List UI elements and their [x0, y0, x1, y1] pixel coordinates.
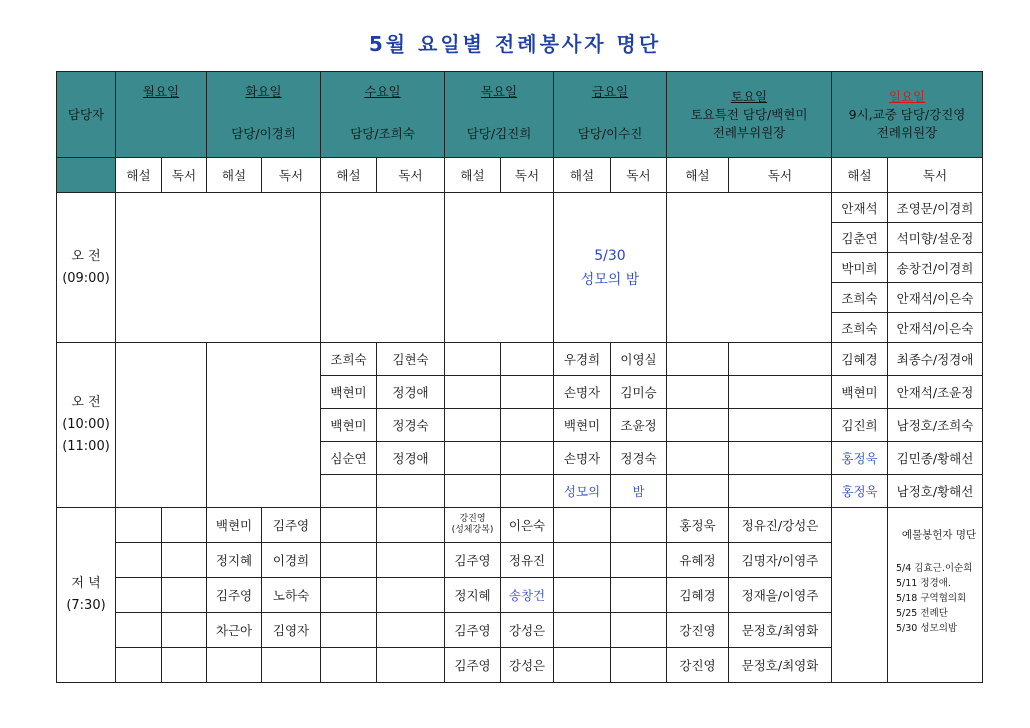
sun-commentary: 백현미	[832, 376, 888, 409]
offering-line: 5/18 구역협의회	[896, 593, 967, 604]
day-name-sun: 일요일	[888, 88, 926, 104]
thu-reader: 정유진	[501, 543, 554, 578]
mon-commentary	[116, 613, 162, 648]
empty-block	[445, 193, 554, 343]
sat-commentary: 강진영	[667, 613, 729, 648]
sat-commentary: 강진영	[667, 648, 729, 683]
wed-commentary	[321, 475, 377, 508]
sat-commentary	[667, 475, 729, 508]
fri-commentary: 성모의	[554, 475, 611, 508]
fri-manager-cell	[554, 112, 667, 158]
col-commentary: 해설	[445, 158, 501, 193]
day-name-tue: 화요일	[245, 83, 282, 99]
tue-commentary: 김주영	[207, 578, 262, 613]
tue-commentary	[207, 648, 262, 683]
col-reader: 독서	[162, 158, 207, 193]
fri-reader: 조윤정	[611, 409, 667, 442]
fri-event-cell	[554, 193, 667, 343]
sun-reader: 안재석/조윤정	[888, 376, 983, 409]
day-name-sat: 토요일	[730, 88, 768, 104]
tue-reader: 김영자	[262, 613, 321, 648]
day-header-mon	[116, 72, 207, 112]
wed-commentary	[321, 578, 377, 613]
wed-commentary: 백현미	[321, 409, 377, 442]
offering-line: 5/25 전례단	[896, 608, 948, 619]
sun-reader: 최종수/정경애	[888, 343, 983, 376]
period-time: (09:00)	[62, 270, 110, 286]
thu-reader	[501, 475, 554, 508]
col-reader: 독서	[501, 158, 554, 193]
fri-reader: 김미승	[611, 376, 667, 409]
thu-reader: 송창건	[501, 578, 554, 613]
col-commentary: 해설	[554, 158, 611, 193]
sun-commentary: 김진희	[832, 409, 888, 442]
thu-commentary	[445, 376, 501, 409]
sat-role: 전례부위원장	[712, 124, 786, 140]
mon-commentary	[116, 508, 162, 543]
period-morning-9	[57, 193, 116, 343]
sun-commentary: 홍정욱	[832, 442, 888, 475]
day-header-sun	[832, 72, 983, 158]
col-reader: 독서	[377, 158, 445, 193]
volunteer-schedule-table	[56, 71, 983, 683]
period-time: (7:30)	[66, 598, 106, 613]
wed-manager: 담당/조희숙	[350, 126, 415, 142]
offering-line: 5/11 정경애.	[896, 578, 951, 589]
wed-reader	[377, 543, 445, 578]
thu-reader	[501, 409, 554, 442]
col-reader: 독서	[729, 158, 832, 193]
sat-commentary	[667, 442, 729, 475]
day-name-wed: 수요일	[364, 83, 401, 99]
thu-reader: 강성은	[501, 648, 554, 683]
tue-commentary: 백현미	[207, 508, 262, 543]
fri-reader: 밤	[611, 475, 667, 508]
tue-manager-cell	[207, 112, 321, 158]
wed-commentary: 백현미	[321, 376, 377, 409]
day-header-wed	[321, 72, 445, 112]
sun-evening-blank	[832, 508, 888, 683]
sun-manager: 9시,교중 담당/강진영	[848, 106, 966, 122]
thu-manager: 담당/김진희	[466, 126, 532, 142]
fri-reader: 이영실	[611, 343, 667, 376]
wed-commentary: 조희숙	[321, 343, 377, 376]
page-title: 5월 요일별 전례봉사자 명단	[368, 32, 662, 56]
subheader-blank	[57, 158, 116, 193]
sun-reader: 안재석/이은숙	[888, 283, 983, 313]
event-date: 5/30	[594, 247, 626, 264]
sat-commentary: 홍정욱	[667, 508, 729, 543]
thu-reader: 이은숙	[501, 508, 554, 543]
wed-reader: 정경애	[377, 376, 445, 409]
thu-manager-cell	[445, 112, 554, 158]
sat-reader	[729, 442, 832, 475]
fri-commentary: 손명자	[554, 442, 611, 475]
fri-commentary	[554, 578, 611, 613]
tue-manager: 담당/이경희	[231, 126, 296, 142]
offering-line: 5/30 성모의밤	[896, 623, 958, 634]
empty-block	[116, 343, 207, 508]
fri-commentary: 백현미	[554, 409, 611, 442]
col-commentary: 해설	[832, 158, 888, 193]
fri-commentary: 우경희	[554, 343, 611, 376]
benediction-note: (성체강복)	[451, 525, 494, 535]
period-time: (11:00)	[62, 439, 110, 454]
sat-reader: 김명자/이영주	[729, 543, 832, 578]
fri-reader	[611, 648, 667, 683]
wed-commentary	[321, 613, 377, 648]
day-header-tue	[207, 72, 321, 112]
sun-commentary: 안재석	[832, 193, 888, 223]
wed-reader	[377, 475, 445, 508]
day-header-thu	[445, 72, 554, 112]
thu-reader	[501, 442, 554, 475]
col-reader: 독서	[888, 158, 983, 193]
col-commentary: 해설	[667, 158, 729, 193]
sun-commentary: 조희숙	[832, 283, 888, 313]
thu-commentary: 김주영	[445, 613, 501, 648]
mon-commentary	[116, 648, 162, 683]
tue-reader	[262, 648, 321, 683]
sun-role: 전례위원장	[876, 124, 938, 140]
fri-commentary	[554, 543, 611, 578]
sat-reader	[729, 343, 832, 376]
sun-reader: 석미향/설운정	[888, 223, 983, 253]
sun-reader: 조영문/이경희	[888, 193, 983, 223]
thu-commentary	[445, 475, 501, 508]
period-label: 저 녁	[71, 576, 101, 591]
period-morning-10	[57, 343, 116, 508]
mon-reader	[162, 648, 207, 683]
fri-commentary	[554, 613, 611, 648]
period-label: 오 전	[71, 248, 101, 264]
thu-commentary	[445, 442, 501, 475]
mon-commentary	[116, 543, 162, 578]
offering-list-title: 예물봉헌자 명단	[901, 529, 977, 541]
sun-reader: 남정호/황해선	[888, 475, 983, 508]
subheader-row	[57, 158, 983, 193]
sun-commentary: 박미희	[832, 253, 888, 283]
fri-commentary	[554, 508, 611, 543]
empty-block	[116, 193, 321, 343]
col-commentary: 해설	[207, 158, 262, 193]
thu-reader	[501, 376, 554, 409]
period-label: 오 전	[71, 395, 101, 410]
fri-reader	[611, 613, 667, 648]
mon-manager-cell	[116, 112, 207, 158]
mon-reader	[162, 613, 207, 648]
offering-list	[888, 508, 983, 683]
mon-commentary	[116, 578, 162, 613]
thu-commentary: 김주영	[445, 543, 501, 578]
tue-commentary: 정지혜	[207, 543, 262, 578]
role-header: 담당자	[67, 106, 105, 122]
fri-reader	[611, 543, 667, 578]
thu-reader: 강성은	[501, 613, 554, 648]
fri-reader: 정경숙	[611, 442, 667, 475]
sat-reader: 문정호/최영화	[729, 613, 832, 648]
sun-reader: 송창건/이경희	[888, 253, 983, 283]
event-name: 성모의 밤	[580, 271, 640, 288]
empty-block	[667, 193, 832, 343]
sat-reader: 정재을/이영주	[729, 578, 832, 613]
fri-commentary	[554, 648, 611, 683]
tue-reader: 이경희	[262, 543, 321, 578]
sat-reader: 정유진/강성은	[729, 508, 832, 543]
wed-commentary	[321, 648, 377, 683]
sat-commentary: 김혜경	[667, 578, 729, 613]
empty-block	[321, 193, 445, 343]
sat-reader	[729, 376, 832, 409]
sun-reader: 남정호/조희숙	[888, 409, 983, 442]
thu-commentary	[445, 343, 501, 376]
table-row	[57, 343, 983, 376]
fri-reader	[611, 578, 667, 613]
col-reader: 독서	[262, 158, 321, 193]
sat-commentary	[667, 376, 729, 409]
wed-commentary: 심순연	[321, 442, 377, 475]
sun-reader: 김민종/황해선	[888, 442, 983, 475]
sat-reader	[729, 409, 832, 442]
day-name-mon: 월요일	[142, 83, 180, 99]
sat-reader	[729, 475, 832, 508]
fri-reader	[611, 508, 667, 543]
wed-reader: 김현숙	[377, 343, 445, 376]
wed-reader	[377, 508, 445, 543]
thu-reader	[501, 343, 554, 376]
thu-commentary-name: 강진영	[459, 514, 486, 524]
mon-reader	[162, 578, 207, 613]
tue-reader: 김주영	[262, 508, 321, 543]
sat-commentary	[667, 343, 729, 376]
thu-commentary	[445, 409, 501, 442]
role-header-cell	[57, 72, 116, 158]
wed-manager-cell	[321, 112, 445, 158]
sat-commentary	[667, 409, 729, 442]
sun-commentary: 김춘연	[832, 223, 888, 253]
col-commentary: 해설	[116, 158, 162, 193]
tue-reader: 노하숙	[262, 578, 321, 613]
offering-line: 5/4 김효근.이순희	[896, 563, 973, 574]
sun-reader: 안재석/이은숙	[888, 313, 983, 343]
wed-reader	[377, 648, 445, 683]
tue-commentary: 차근아	[207, 613, 262, 648]
day-name-fri: 금요일	[591, 83, 629, 99]
col-reader: 독서	[611, 158, 667, 193]
wed-reader: 정경숙	[377, 409, 445, 442]
sat-commentary: 유혜정	[667, 543, 729, 578]
wed-reader	[377, 578, 445, 613]
thu-commentary: 김주영	[445, 648, 501, 683]
empty-block	[207, 343, 321, 508]
sun-commentary: 홍정욱	[832, 475, 888, 508]
mon-reader	[162, 508, 207, 543]
wed-commentary	[321, 508, 377, 543]
period-evening	[57, 508, 116, 683]
thu-commentary: 정지혜	[445, 578, 501, 613]
table-row	[57, 193, 983, 223]
col-commentary: 해설	[321, 158, 377, 193]
wed-reader	[377, 613, 445, 648]
thu-commentary	[445, 508, 501, 543]
wed-commentary	[321, 543, 377, 578]
mon-reader	[162, 543, 207, 578]
sat-reader: 문정호/최영화	[729, 648, 832, 683]
sat-manager: 토요특전 담당/백현미	[690, 106, 808, 122]
sun-commentary: 김혜경	[832, 343, 888, 376]
day-header-sat	[667, 72, 832, 158]
sun-commentary: 조희숙	[832, 313, 888, 343]
period-time: (10:00)	[62, 417, 110, 432]
fri-manager: 담당/이수진	[577, 126, 643, 142]
wed-reader: 정경애	[377, 442, 445, 475]
table-row	[57, 508, 983, 543]
day-name-thu: 목요일	[480, 83, 518, 99]
fri-commentary: 손명자	[554, 376, 611, 409]
day-header-fri	[554, 72, 667, 112]
